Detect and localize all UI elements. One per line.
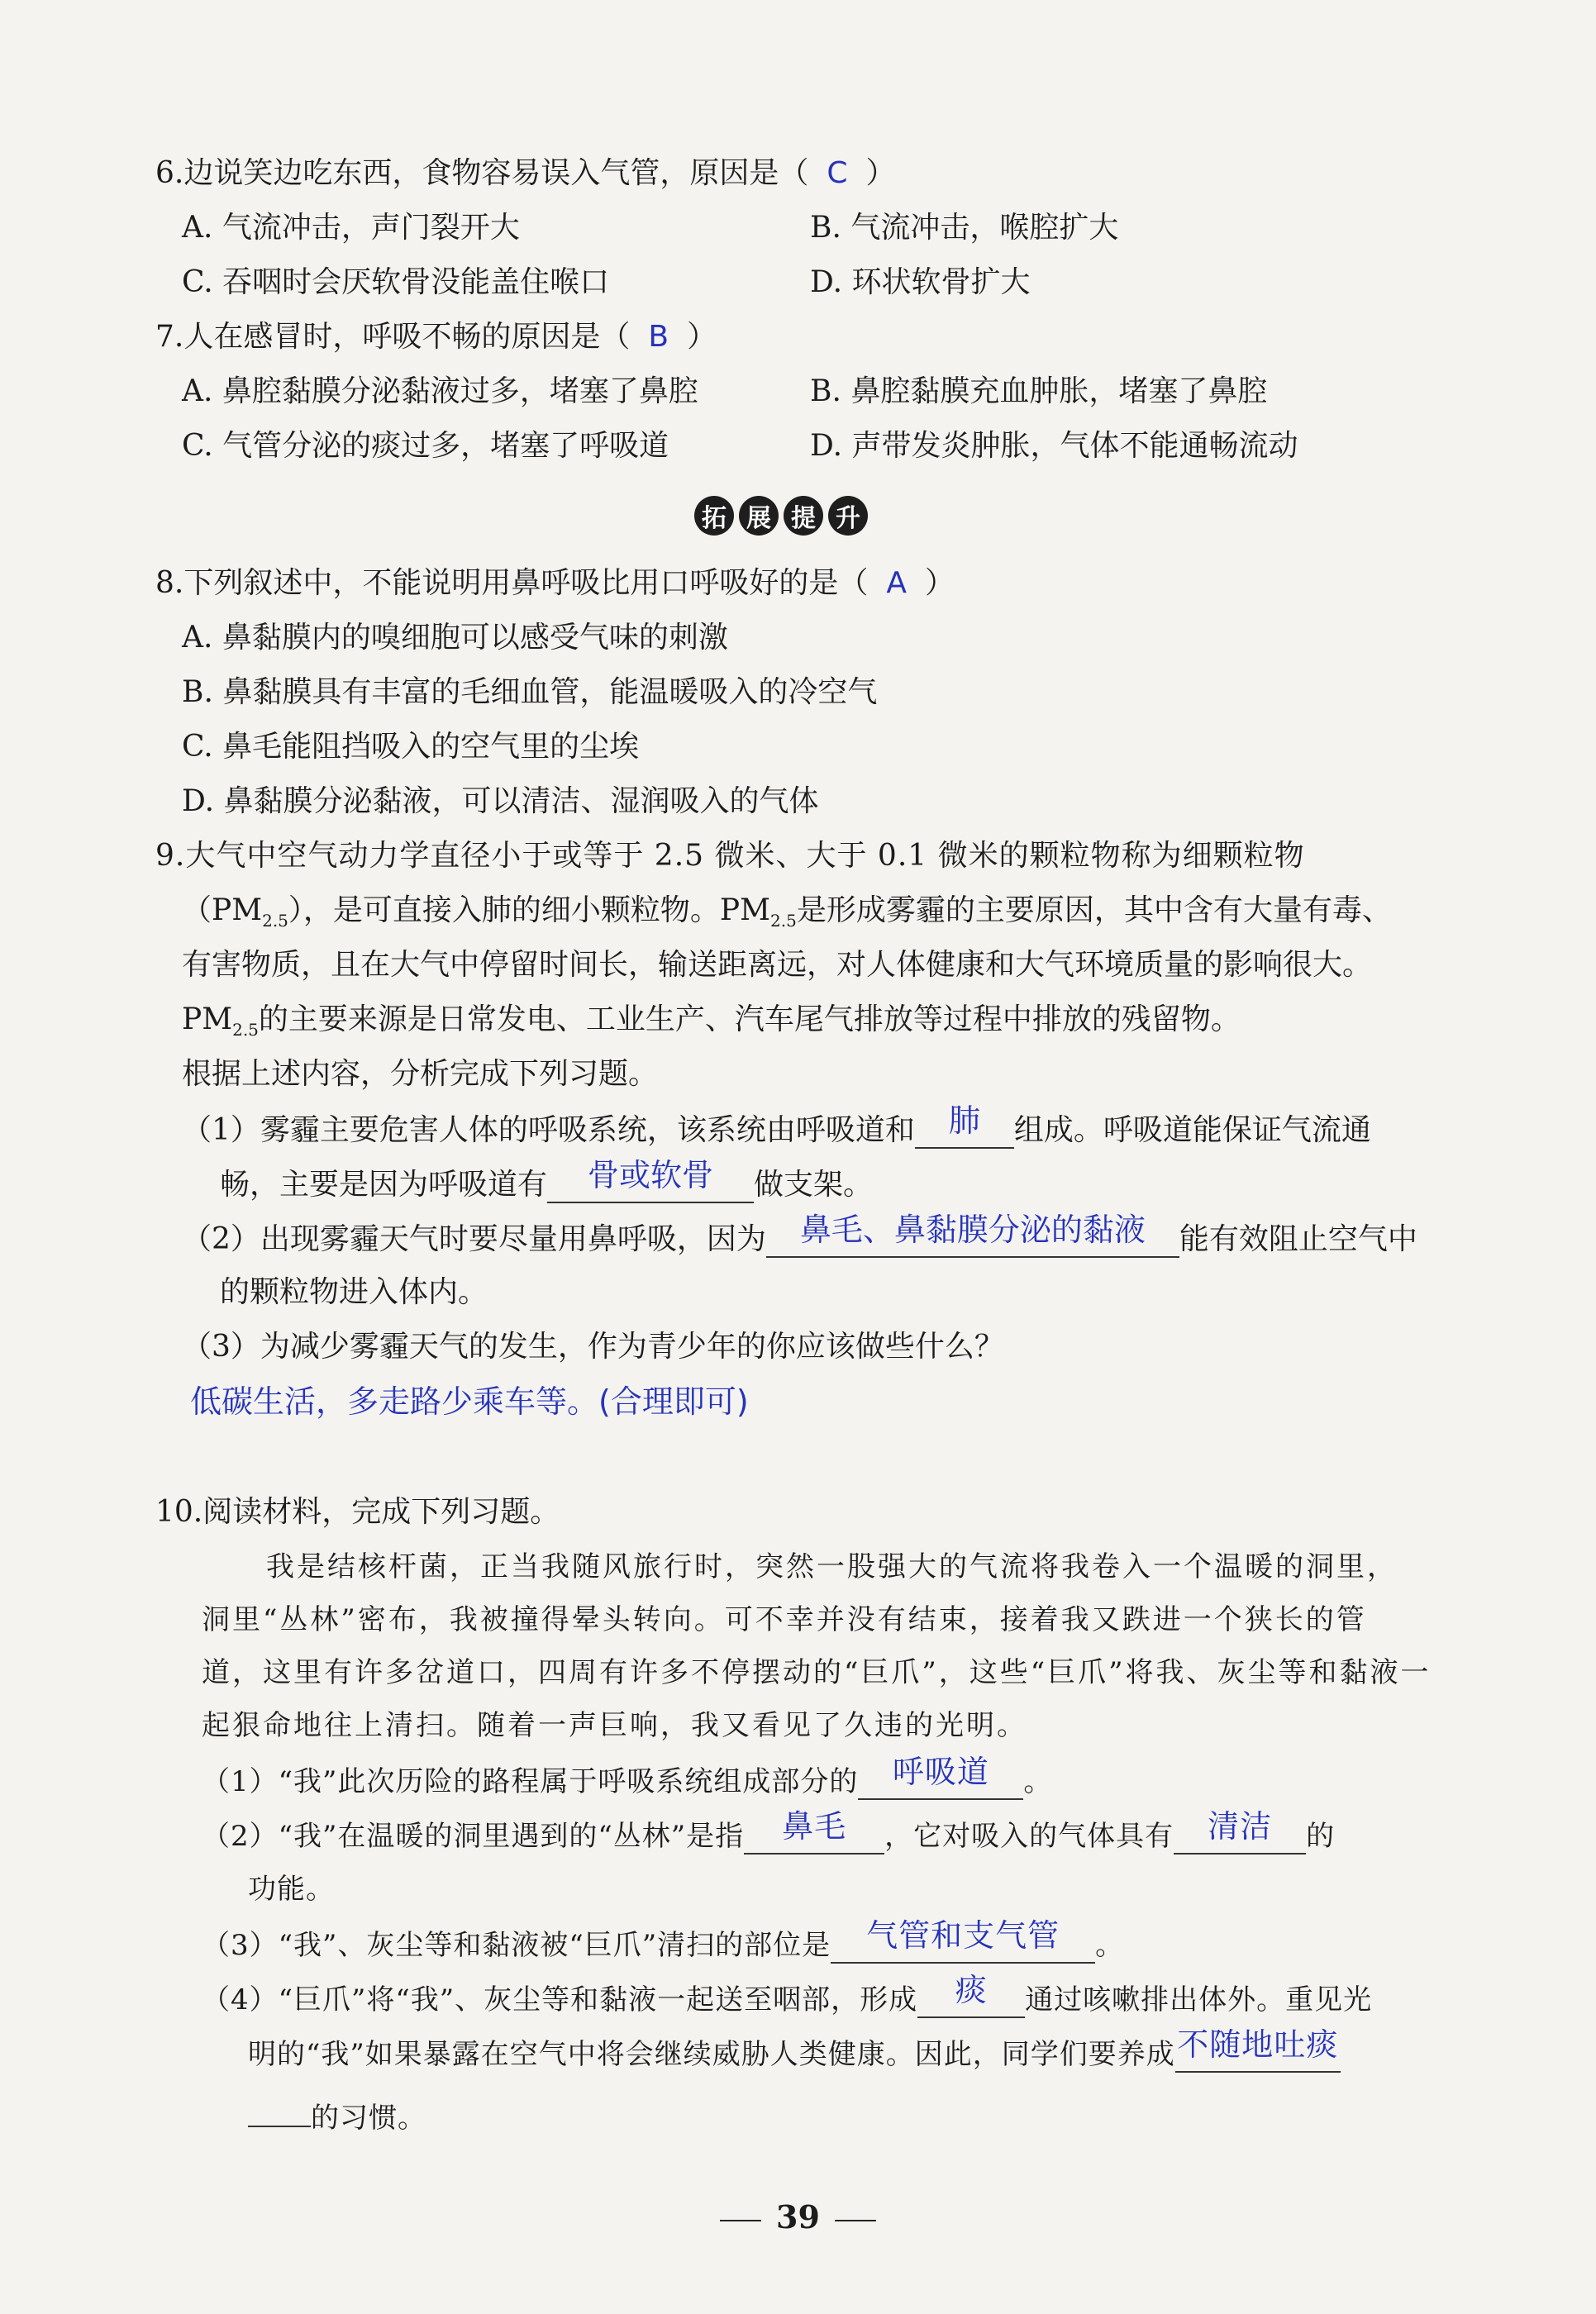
q8-answer: A — [886, 566, 907, 600]
q8-stem: 8.下列叙述中，不能说明用鼻呼吸比用口呼吸好的是（ — [155, 566, 869, 600]
page-number-value: 39 — [776, 2198, 820, 2235]
q10-p1b: 。 — [1023, 1765, 1053, 1798]
q9-p1a: （1）雾霾主要危害人体的呼吸系统，该系统由呼吸道和 — [182, 1113, 915, 1147]
q10-part-2-line-2: 功能。 — [248, 1873, 335, 1906]
q10-story-line-2: 洞里“丛林”密布，我被撞得晕头转向。可不幸并没有结束，接着我又跌进一个狭长的管 — [202, 1603, 1367, 1636]
q9-p2b: 能有效阻止空气中 — [1179, 1222, 1417, 1256]
q7-option-b: B. 鼻腔黏膜充血肿胀，堵塞了鼻腔 — [810, 374, 1268, 408]
q7-stem: 7.人在感冒时，呼吸不畅的原因是（ — [155, 320, 631, 354]
q10-story-line-1: 我是结核杆菌，正当我随风旅行时，突然一股强大的气流将我卷入一个温暖的洞里， — [266, 1550, 1398, 1583]
q10-p4d: 的习惯。 — [311, 2102, 426, 2135]
q10-answer-4: 气管和支气管 — [866, 1917, 1060, 1954]
pm-subscript-1: 2.5 — [262, 911, 288, 931]
q9-line-2 — [182, 893, 1392, 939]
q9-line-1: 9.大气中空气动力学直径小于或等于 2.5 微米、大于 0.1 微米的颗粒物称为细颗粒物 — [155, 839, 1305, 873]
q6-option-d: D. 环状软骨扩大 — [810, 265, 1031, 299]
section-char-4: 升 — [828, 496, 868, 536]
q10-blank-6-continued[interactable] — [248, 2089, 311, 2127]
q6-option-c: C. 吞咽时会厌软骨没能盖住喉口 — [182, 265, 610, 299]
q10-part-4-line-1 — [202, 1972, 1373, 2018]
section-char-3: 提 — [784, 496, 823, 536]
q10-blank-4[interactable] — [831, 1917, 1095, 1964]
pm-subscript-3: 2.5 — [232, 1020, 259, 1040]
q10-answer-1: 呼吸道 — [892, 1754, 989, 1790]
q6-stem-line — [155, 155, 896, 192]
q9-line-5: 根据上述内容，分析完成下列习题。 — [182, 1057, 659, 1091]
q9-answer-2: 骨或软骨 — [588, 1157, 714, 1193]
q9-l4a: PM — [182, 1002, 233, 1036]
q8-close: ） — [925, 566, 955, 600]
q9-l2c: 是形成雾霾的主要原因，其中含有大量有毒、 — [796, 893, 1392, 927]
q10-answer-5: 痰 — [955, 1972, 988, 2008]
q10-story-line-4: 起狠命地往上清扫。随着一声巨响，我又看见了久违的光明。 — [202, 1709, 1027, 1742]
q10-p2b: ，它对吸入的气体具有 — [884, 1820, 1174, 1853]
q9-part-2-line-2: 的颗粒物进入体内。 — [220, 1275, 488, 1309]
q10-p2c: 的 — [1306, 1820, 1336, 1853]
q10-blank-1[interactable] — [858, 1754, 1023, 1800]
q9-line-4 — [182, 1002, 1241, 1048]
page-number-dash-right — [835, 2220, 876, 2221]
q10-story-line-3: 道，这里有许多岔道口，四周有许多不停摆动的“巨爪”，这些“巨爪”将我、灰尘等和黏液一 — [202, 1656, 1432, 1689]
q10-stem: 10.阅读材料，完成下列习题。 — [155, 1495, 560, 1529]
q10-part-4-line-2 — [248, 2026, 1341, 2073]
q6-close: ） — [865, 156, 896, 190]
q10-p2a: （2）“我”在温暖的洞里遇到的“丛林”是指 — [202, 1820, 745, 1853]
pm-subscript-2: 2.5 — [770, 911, 797, 931]
q6-option-a: A. 气流冲击，声门裂开大 — [182, 211, 520, 245]
q10-blank-2[interactable] — [744, 1808, 884, 1855]
q7-option-c: C. 气管分泌的痰过多，堵塞了呼吸道 — [182, 429, 669, 463]
q9-blank-2[interactable] — [547, 1157, 754, 1203]
section-char-1: 拓 — [694, 496, 734, 536]
q9-answer-3: 鼻毛、鼻黏膜分泌的黏液 — [799, 1212, 1146, 1248]
q9-p1d: 做支架。 — [754, 1168, 874, 1202]
q9-line-3: 有害物质，且在大气中停留时间长，输送距离远，对人体健康和大气环境质量的影响很大。 — [182, 948, 1373, 982]
q10-p3b: 。 — [1095, 1929, 1125, 1962]
q10-p4b: 通过咳嗽排出体外。重见光 — [1025, 1983, 1373, 2016]
q7-close: ） — [687, 320, 717, 354]
q9-part-1-line-2 — [220, 1157, 874, 1203]
q8-option-b: B. 鼻黏膜具有丰富的毛细血管，能温暖吸入的冷空气 — [182, 675, 878, 709]
q9-part-3-answer: 低碳生活，多走路少乘车等。(合理即可) — [190, 1383, 749, 1420]
q10-part-1 — [202, 1754, 1053, 1800]
q10-p1a: （1）“我”此次历险的路程属于呼吸系统组成部分的 — [202, 1765, 859, 1798]
q10-p3a: （3）“我”、灰尘等和黏液被“巨爪”清扫的部位是 — [202, 1929, 831, 1962]
q6-stem: 6.边说笑边吃东西，食物容易误入气管，原因是（ — [155, 156, 809, 190]
q10-answer-3: 清洁 — [1208, 1808, 1273, 1845]
section-header-extension — [694, 496, 868, 536]
q10-p4c: 明的“我”如果暴露在空气中将会继续威胁人类健康。因此，同学们要养成 — [248, 2038, 1175, 2071]
q9-part-2-line-1 — [182, 1212, 1417, 1258]
page-number-dash-left — [720, 2220, 761, 2221]
q8-stem-line — [155, 565, 955, 602]
q9-l2a: （PM — [182, 893, 263, 927]
q8-option-a: A. 鼻黏膜内的嗅细胞可以感受气味的刺激 — [182, 621, 728, 655]
q9-l2b: ），是可直接入肺的细小颗粒物。PM — [288, 893, 770, 927]
q7-option-a: A. 鼻腔黏膜分泌黏液过多，堵塞了鼻腔 — [182, 374, 698, 408]
q10-answer-6: 不随地吐痰 — [1177, 2026, 1339, 2063]
q9-blank-1[interactable] — [915, 1102, 1014, 1149]
q6-answer: C — [827, 156, 848, 190]
q8-option-d: D. 鼻黏膜分泌黏液，可以清洁、湿润吸入的气体 — [182, 784, 819, 818]
section-char-2: 展 — [739, 496, 779, 536]
q9-part-3: （3）为减少雾霾天气的发生，作为青少年的你应该做些什么？ — [182, 1330, 1004, 1364]
q10-p4a: （4）“巨爪”将“我”、灰尘等和黏液一起送至咽部，形成 — [202, 1983, 918, 2016]
q9-p2a: （2）出现雾霾天气时要尽量用鼻呼吸，因为 — [182, 1222, 766, 1256]
q8-option-c: C. 鼻毛能阻挡吸入的空气里的尘埃 — [182, 730, 640, 764]
q10-part-3 — [202, 1917, 1125, 1964]
q10-blank-3[interactable] — [1174, 1808, 1306, 1855]
q10-answer-2: 鼻毛 — [782, 1808, 847, 1845]
page-number — [0, 2198, 1596, 2235]
q9-blank-3[interactable] — [766, 1212, 1179, 1258]
q10-part-4-line-3 — [248, 2089, 426, 2136]
q7-answer: B — [648, 320, 669, 354]
q9-p1b: 组成。呼吸道能保证气流通 — [1013, 1113, 1371, 1147]
q9-l4b: 的主要来源是日常发电、工业生产、汽车尾气排放等过程中排放的残留物。 — [258, 1002, 1241, 1036]
q9-p1c: 畅，主要是因为呼吸道有 — [220, 1168, 548, 1202]
q9-part-1-line-1 — [182, 1102, 1371, 1149]
q10-part-2-line-1 — [202, 1808, 1336, 1855]
q9-answer-1: 肺 — [948, 1102, 980, 1139]
q6-option-b: B. 气流冲击，喉腔扩大 — [810, 211, 1119, 245]
q7-option-d: D. 声带发炎肿胀，气体不能通畅流动 — [810, 429, 1298, 463]
q7-stem-line — [155, 319, 717, 355]
q10-blank-5[interactable] — [917, 1972, 1025, 2018]
q10-blank-6[interactable] — [1175, 2026, 1341, 2073]
